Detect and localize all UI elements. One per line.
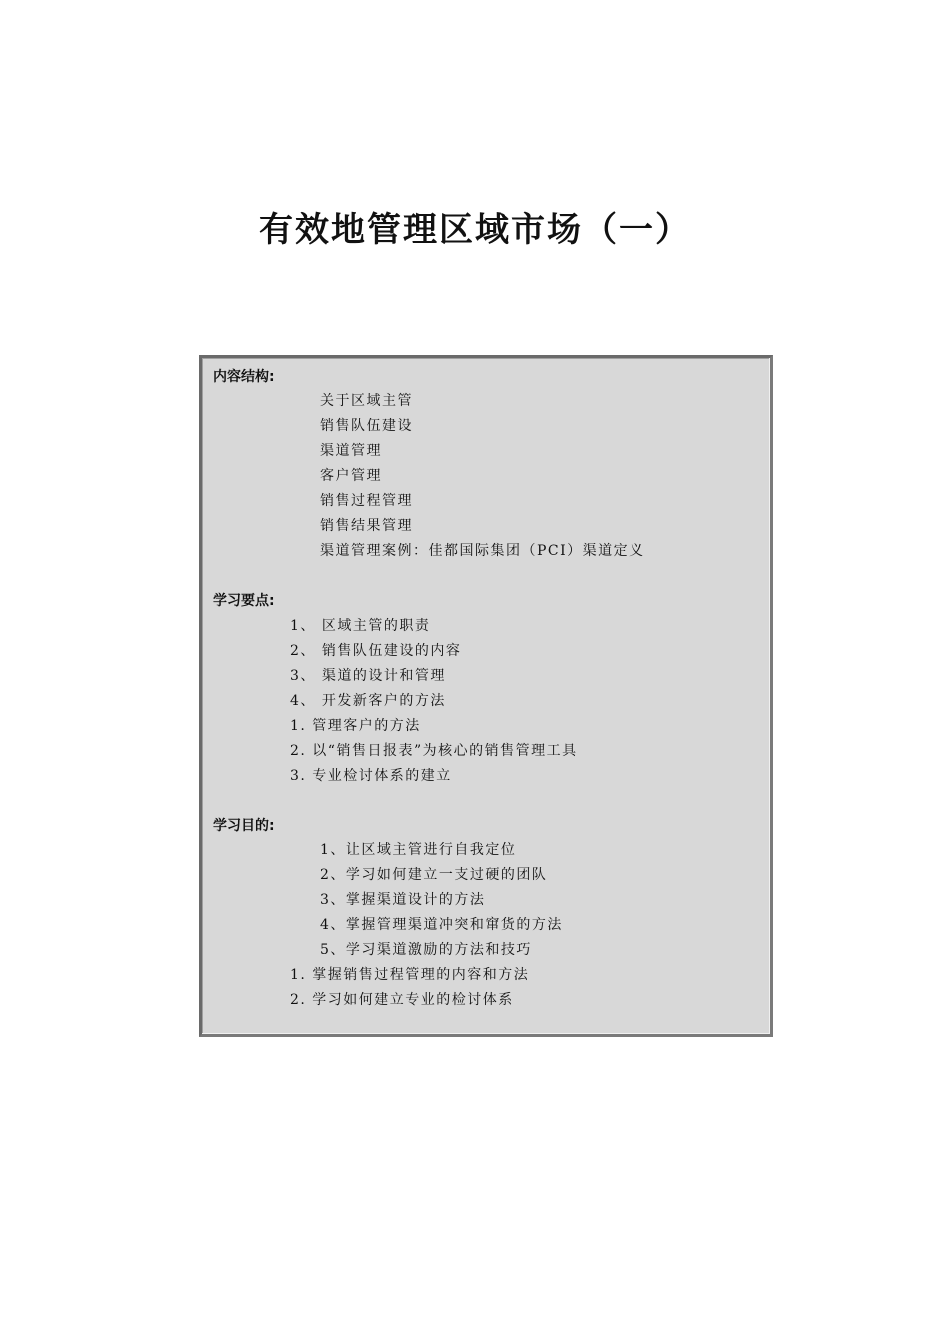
content-structure-item: 渠道管理 [320,443,382,459]
objective-item: 3、掌握渠道设计的方法 [320,892,486,908]
key-point-item: 1、 区域主管的职责 [290,618,431,634]
content-structure-heading: 内容结构: [213,369,275,385]
content-structure-item: 渠道管理案例：佳都国际集团（PCI）渠道定义 [320,543,645,559]
key-point-item: 1. 管理客户的方法 [290,718,421,734]
key-point-item: 2、 销售队伍建设的内容 [290,643,462,659]
course-summary-box [199,355,773,1037]
objective-item: 4、掌握管理渠道冲突和窜货的方法 [320,917,563,933]
content-structure-item: 销售过程管理 [320,493,413,509]
objective-item: 5、学习渠道激励的方法和技巧 [320,942,532,958]
key-point-item: 3. 专业检讨体系的建立 [290,768,452,784]
objectives-heading: 学习目的: [213,818,275,834]
key-point-item: 3、 渠道的设计和管理 [290,668,446,684]
content-structure-item: 销售队伍建设 [320,418,413,434]
objective-item: 1. 掌握销售过程管理的内容和方法 [290,967,530,983]
content-structure-item: 客户管理 [320,468,382,484]
page-title: 有效地管理区域市场（一） [259,210,691,250]
content-structure-item: 关于区域主管 [320,393,413,409]
key-points-heading: 学习要点: [213,593,275,609]
objective-item: 1、让区域主管进行自我定位 [320,842,517,858]
objective-item: 2. 学习如何建立专业的检讨体系 [290,992,514,1008]
content-structure-item: 销售结果管理 [320,518,413,534]
objective-item: 2、学习如何建立一支过硬的团队 [320,867,548,883]
key-point-item: 2. 以“销售日报表”为核心的销售管理工具 [290,743,578,759]
key-point-item: 4、 开发新客户的方法 [290,693,446,709]
